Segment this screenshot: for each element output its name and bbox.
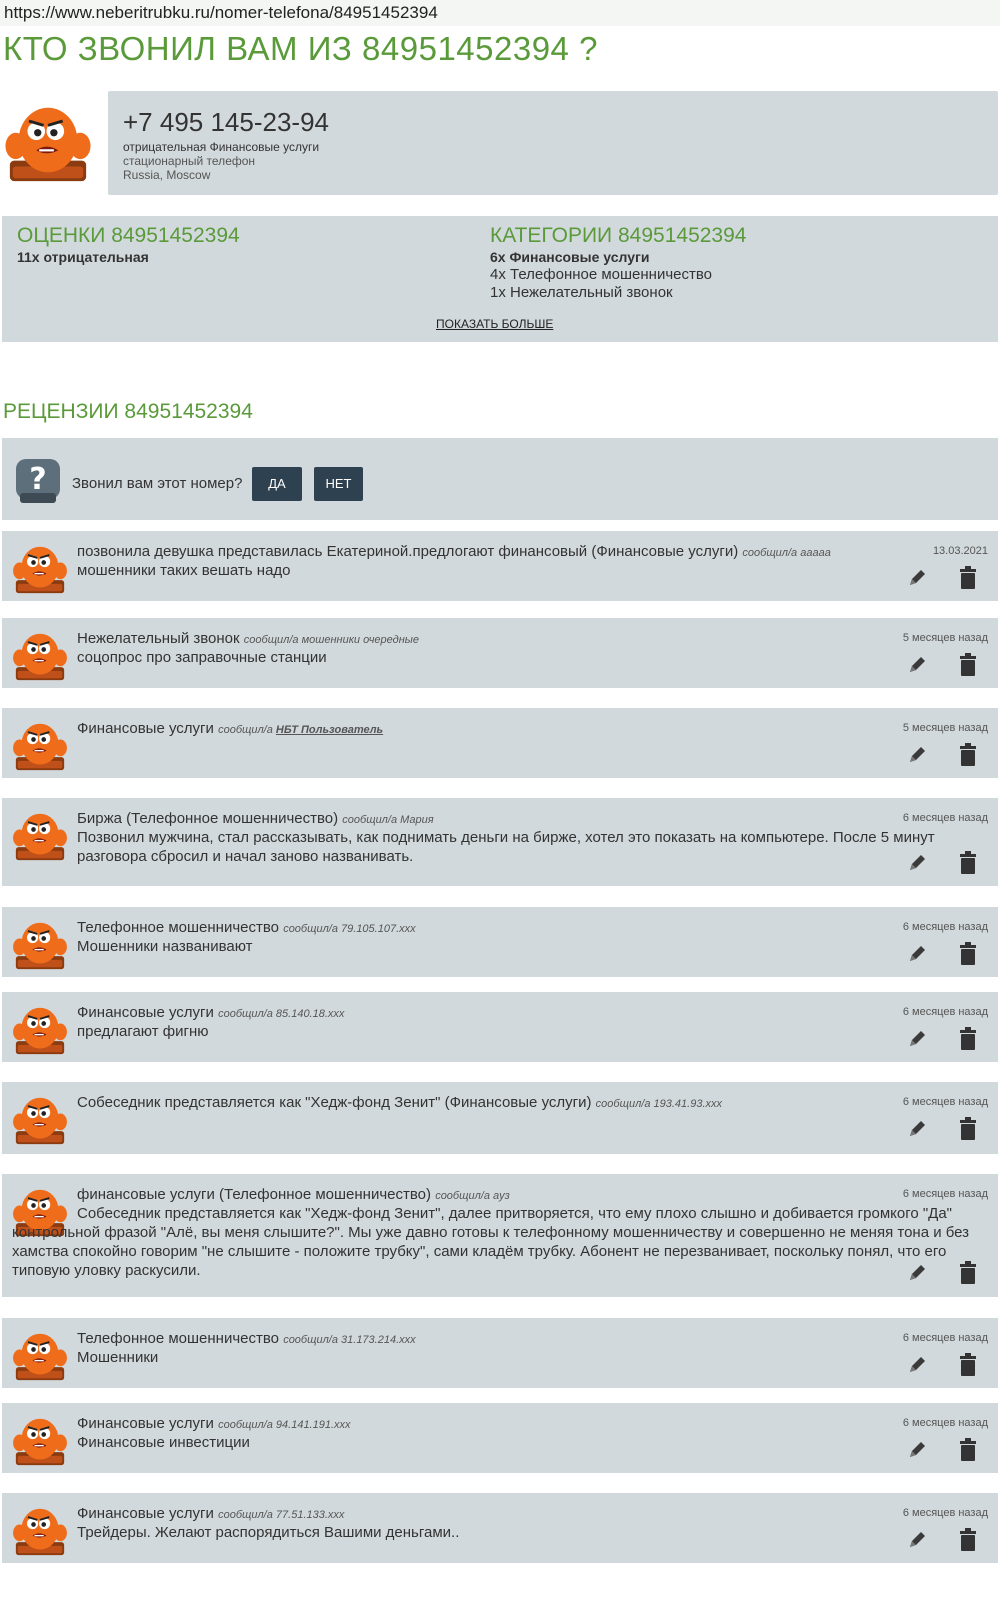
trash-icon[interactable] <box>958 1117 978 1141</box>
review-author: сообщил/а 85.140.18.xxx <box>218 1008 345 1020</box>
review-date: 6 месяцев назад <box>902 1006 988 1018</box>
called-question-text: Звонил вам этот номер? <box>72 475 243 492</box>
review-title-line <box>77 1505 344 1522</box>
phone-rating-line: отрицательная Финансовые услуги <box>123 140 320 154</box>
review-title-line <box>77 630 419 647</box>
review-date: 6 месяцев назад <box>902 1332 988 1344</box>
review-card <box>2 1082 998 1154</box>
ratings-value: 11x отрицательная <box>17 249 149 265</box>
review-author-prefix: сообщил/а <box>218 724 276 736</box>
orange-creature-icon <box>12 919 68 971</box>
review-author: сообщил/а 193.41.93.xxx <box>595 1098 722 1110</box>
review-card <box>2 1403 998 1473</box>
review-card <box>2 1174 998 1297</box>
trash-icon[interactable] <box>958 1528 978 1552</box>
review-title-line <box>77 919 416 936</box>
review-body: Трейдеры. Желают распорядиться Вашими деньгами.. <box>77 1524 460 1541</box>
review-author <box>218 724 383 736</box>
review-title: финансовые услуги (Телефонное мошенничество) <box>77 1186 432 1203</box>
review-body: Финансовые инвестиции <box>77 1434 250 1451</box>
review-date: 6 месяцев назад <box>902 1417 988 1429</box>
review-body: соцопрос про заправочные станции <box>77 649 327 666</box>
review-date: 6 месяцев назад <box>902 1096 988 1108</box>
orange-creature-icon <box>12 1505 68 1557</box>
ratings-heading: ОЦЕНКИ 84951452394 <box>17 224 240 247</box>
review-author: сообщил/а ayз <box>435 1190 510 1202</box>
review-title-line <box>77 1415 351 1432</box>
review-date: 6 месяцев назад <box>902 1188 988 1200</box>
review-title-line <box>77 1004 344 1021</box>
review-card <box>2 992 998 1062</box>
show-more-link[interactable]: ПОКАЗАТЬ БОЛЬШЕ <box>436 317 554 331</box>
reviews-heading: РЕЦЕНЗИИ 84951452394 <box>3 400 253 423</box>
phone-location: Russia, Moscow <box>123 168 211 182</box>
review-author: сообщил/а мошенники очередные <box>243 634 419 646</box>
called-question-panel <box>2 438 998 520</box>
review-card <box>2 798 998 886</box>
review-author: сообщил/а aaaaa <box>742 547 831 559</box>
pencil-icon[interactable] <box>906 943 928 965</box>
trash-icon[interactable] <box>958 1438 978 1462</box>
review-date: 6 месяцев назад <box>902 1507 988 1519</box>
review-title: Нежелательный звонок <box>77 630 240 647</box>
review-title: позвонила девушка представилась Екатериной.предлогают финансовый (Финансовые услуги) <box>77 543 739 560</box>
orange-creature-icon <box>12 1330 68 1382</box>
category-item: 4x Телефонное мошенничество <box>490 266 713 283</box>
pencil-icon[interactable] <box>906 744 928 766</box>
review-title-line <box>77 543 831 560</box>
trash-icon[interactable] <box>958 1261 978 1285</box>
review-author: сообщил/а Мария <box>342 814 434 826</box>
trash-icon[interactable] <box>958 851 978 875</box>
pencil-icon[interactable] <box>906 852 928 874</box>
trash-icon[interactable] <box>958 566 978 590</box>
review-card <box>2 531 998 601</box>
review-title-line <box>77 1330 416 1347</box>
review-author: сообщил/а 94.141.191.xxx <box>218 1419 351 1431</box>
address-bar[interactable]: https://www.neberitrubku.ru/nomer-telefona/84951452394 <box>0 0 1000 26</box>
orange-creature-icon <box>4 100 92 186</box>
trash-icon[interactable] <box>958 1027 978 1051</box>
review-author: сообщил/а 31.173.214.xxx <box>283 1334 416 1346</box>
trash-icon[interactable] <box>958 1353 978 1377</box>
review-title-line <box>77 1094 722 1111</box>
review-card <box>2 708 998 778</box>
review-author-link[interactable]: НБТ Пользователь <box>275 724 384 736</box>
review-date: 5 месяцев назад <box>902 632 988 644</box>
review-title: Финансовые услуги <box>77 1505 214 1522</box>
review-card <box>2 618 998 688</box>
review-title: Телефонное мошенничество <box>77 919 280 936</box>
category-item: 6x Финансовые услуги <box>490 249 650 265</box>
review-title: Телефонное мошенничество <box>77 1330 280 1347</box>
review-date: 6 месяцев назад <box>902 812 988 824</box>
orange-creature-icon <box>12 630 68 682</box>
orange-creature-icon <box>12 810 68 862</box>
review-author: сообщил/а 77.51.133.xxx <box>218 1509 345 1521</box>
pencil-icon[interactable] <box>906 1262 928 1284</box>
review-body: Позвонил мужчина, стал рассказывать, как поднимать деньги на бирже, хотел это показать на компьютере. После 5 минут разговора сбросил и начал заново названивать. <box>77 829 935 865</box>
categories-heading: КАТЕГОРИИ 84951452394 <box>490 224 747 247</box>
pencil-icon[interactable] <box>906 1354 928 1376</box>
orange-creature-icon <box>12 1094 68 1146</box>
review-title-line <box>77 810 434 827</box>
phone-type: стационарный телефон <box>123 154 256 168</box>
review-title: Финансовые услуги <box>77 720 214 737</box>
pencil-icon[interactable] <box>906 1118 928 1140</box>
review-date: 5 месяцев назад <box>902 722 988 734</box>
review-title: Биржа (Телефонное мошенничество) <box>77 810 339 827</box>
pencil-icon[interactable] <box>906 654 928 676</box>
orange-creature-icon <box>12 1004 68 1056</box>
no-button[interactable]: НЕТ <box>314 467 363 501</box>
trash-icon[interactable] <box>958 653 978 677</box>
review-date: 6 месяцев назад <box>902 921 988 933</box>
phone-card <box>108 91 998 195</box>
review-body: мошенники таких вешать надо <box>77 562 291 579</box>
review-title-line <box>77 720 383 737</box>
review-title: Финансовые услуги <box>77 1415 214 1432</box>
orange-creature-icon <box>12 1415 68 1467</box>
phone-number: +7 495 145-23-94 <box>123 107 330 137</box>
trash-icon[interactable] <box>958 743 978 767</box>
review-body: Собеседник представляется как "Хедж-фонд Зенит", далее притворяется, что ему плохо слышно и добивается громкого "Да" контрольной фразой "Алё, вы меня слышите?". Мы уже давно готовы к телефонному мошенничеству и совершенно не меняя тона и без хамства спокойно говорим "не слышите - положите трубку", сами кладём трубку. Абонент не перезванивает, поскольку понял, что его типовую уловку раскусили. <box>12 1205 970 1279</box>
review-body: Мошенники <box>77 1349 159 1366</box>
review-title: Собеседник представляется как "Хедж-фонд Зенит" (Финансовые услуги) <box>77 1094 592 1111</box>
pencil-icon[interactable] <box>906 1439 928 1461</box>
orange-creature-icon <box>12 720 68 772</box>
page-title: КТО ЗВОНИЛ ВАМ ИЗ 84951452394 ? <box>3 30 598 67</box>
review-body: предлагают фигню <box>77 1023 209 1040</box>
review-body: Мошенники названивают <box>77 938 253 955</box>
pencil-icon[interactable] <box>906 1529 928 1551</box>
svg-text:?: ? <box>29 462 47 497</box>
review-date: 13.03.2021 <box>932 545 988 557</box>
yes-button[interactable]: ДА <box>252 467 302 501</box>
trash-icon[interactable] <box>958 942 978 966</box>
review-title: Финансовые услуги <box>77 1004 214 1021</box>
category-item: 1x Нежелательный звонок <box>490 284 673 301</box>
review-card <box>2 1493 998 1563</box>
review-title-line <box>77 1186 510 1203</box>
orange-creature-icon <box>12 543 68 595</box>
pencil-icon[interactable] <box>906 567 928 589</box>
review-card <box>2 907 998 977</box>
stats-panel <box>2 216 998 342</box>
pencil-icon[interactable] <box>906 1028 928 1050</box>
review-author: сообщил/а 79.105.107.xxx <box>283 923 416 935</box>
question-mark-icon <box>12 455 64 507</box>
review-card <box>2 1318 998 1388</box>
